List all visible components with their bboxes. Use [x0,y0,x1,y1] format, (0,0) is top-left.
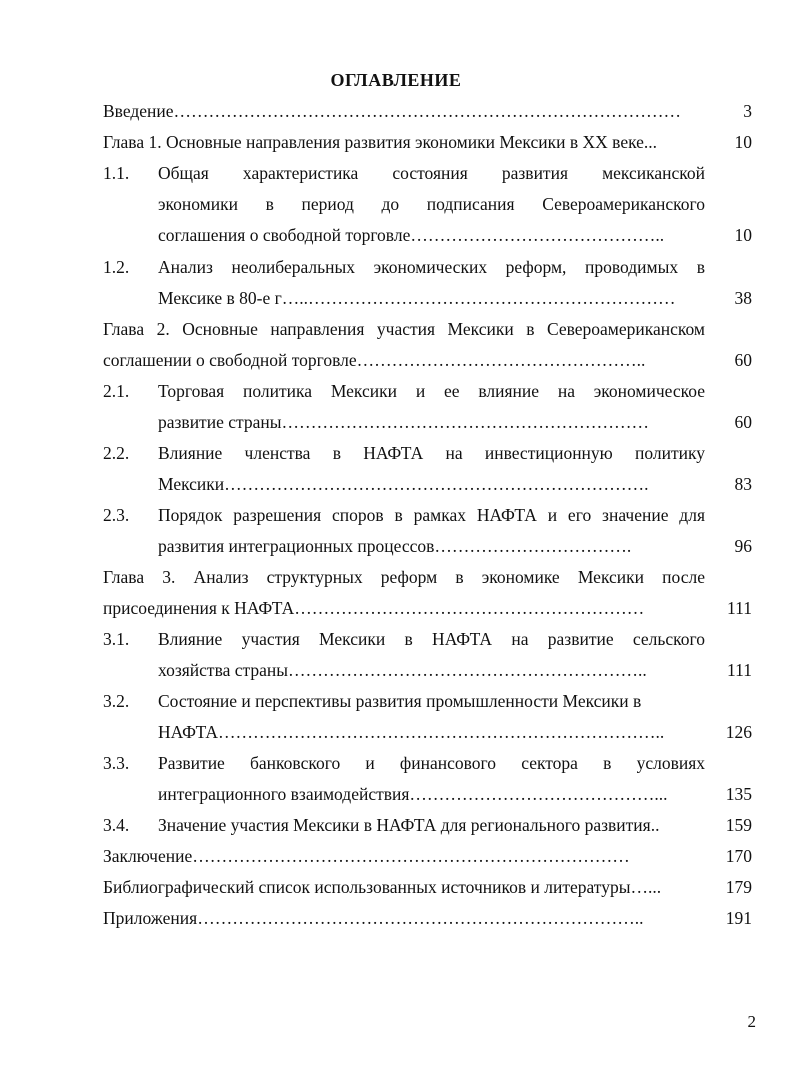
toc-page-intro: 3 [743,101,752,121]
toc-line-appendices: Приложения………………………………………………………………….. [103,908,644,928]
toc-num-3-1: 3.1. [103,629,130,649]
toc-page-chapter-1: 10 [734,132,752,152]
toc-line-2-2-a: Влияние членства в НАФТА на инвестиционную политику [158,443,705,463]
toc-line-chapter-3-a: Глава 3. Анализ структурных реформ в экономике Мексики после [103,567,705,587]
toc-page-2-3: 96 [734,536,752,556]
toc-line-2-3-b: развития интеграционных процессов……………………………. [158,536,632,556]
toc-page-1-1: 10 [734,225,752,245]
toc-line-2-2-b: Мексики………………………………………………………………. [158,474,649,494]
toc-line-3-3-b: интеграционного взаимодействия……………………………………... [158,784,668,804]
toc-page-chapter-3: 111 [727,598,752,618]
toc-title: ОГЛАВЛЕНИЕ [330,70,462,90]
toc-page-2-2: 83 [734,474,752,494]
toc-num-3-3: 3.3. [103,753,130,773]
toc-line-2-1-b: развитие страны……………………………………………………… [158,412,649,432]
toc-line-chapter-1: Глава 1. Основные направления развития экономики Мексики в XX веке... [103,132,658,152]
toc-line-conclusion: Заключение………………………………………………………………… [103,846,630,866]
toc-num-2-1: 2.1. [103,381,130,401]
toc-num-3-2: 3.2. [103,691,130,711]
toc-page-appendices: 191 [725,908,752,928]
page-number: 2 [747,1012,756,1031]
toc-line-bibliography: Библиографический список использованных источников и литературы…... [103,877,662,897]
toc-line-3-4: Значение участия Мексики в НАФТА для регионального развития.. [158,815,660,835]
toc-page-2-1: 60 [734,412,752,432]
toc-line-intro: Введение…………………………………………………………………………… [103,101,682,121]
toc-line-3-2-b: НАФТА………………………………………………………………….. [158,722,665,742]
toc-page-1-2: 38 [734,288,752,308]
toc-page-bibliography: 179 [725,877,752,897]
toc-num-3-4: 3.4. [103,815,130,835]
toc-page-conclusion: 170 [725,846,752,866]
toc-page-3-2: 126 [725,722,752,742]
toc-line-1-1-b: экономики в период до подписания Североамериканского [158,194,705,214]
toc-num-1-1: 1.1. [103,163,130,183]
toc-line-3-1-b: хозяйства страны…………………………………………………….. [158,660,647,680]
toc-line-3-3-a: Развитие банковского и финансового сектора в условиях [158,753,705,773]
toc-line-chapter-2-a: Глава 2. Основные направления участия Мексики в Североамериканском [103,319,705,339]
toc-line-3-2-a: Состояние и перспективы развития промышленности Мексики в [158,691,642,711]
toc-line-3-1-a: Влияние участия Мексики в НАФТА на развитие сельского [158,629,705,649]
toc-line-1-2-a: Анализ неолиберальных экономических реформ, проводимых в [158,257,705,277]
toc-line-1-2-b: Мексике в 80-е г…..……………………………………………………… [158,288,676,308]
toc-line-2-3-a: Порядок разрешения споров в рамках НАФТА и его значение для [158,505,705,525]
toc-num-1-2: 1.2. [103,257,130,277]
toc-line-chapter-3-b: присоединения к НАФТА…………………………………………………… [103,598,645,618]
toc-line-2-1-a: Торговая политика Мексики и ее влияние на экономическое [158,381,705,401]
toc-num-2-3: 2.3. [103,505,130,525]
toc-line-1-1-c: соглашения о свободной торговле…………………………………….. [158,225,665,245]
toc-page-3-3: 135 [725,784,752,804]
toc-line-1-1-a: Общая характеристика состояния развития мексиканской [158,163,705,183]
toc-page-3-1: 111 [727,660,752,680]
toc-page-3-4: 159 [725,815,752,835]
toc-page-chapter-2: 60 [734,350,752,370]
toc-line-chapter-2-b: соглашении о свободной торговле………………………………………….. [103,350,646,370]
toc-num-2-2: 2.2. [103,443,130,463]
